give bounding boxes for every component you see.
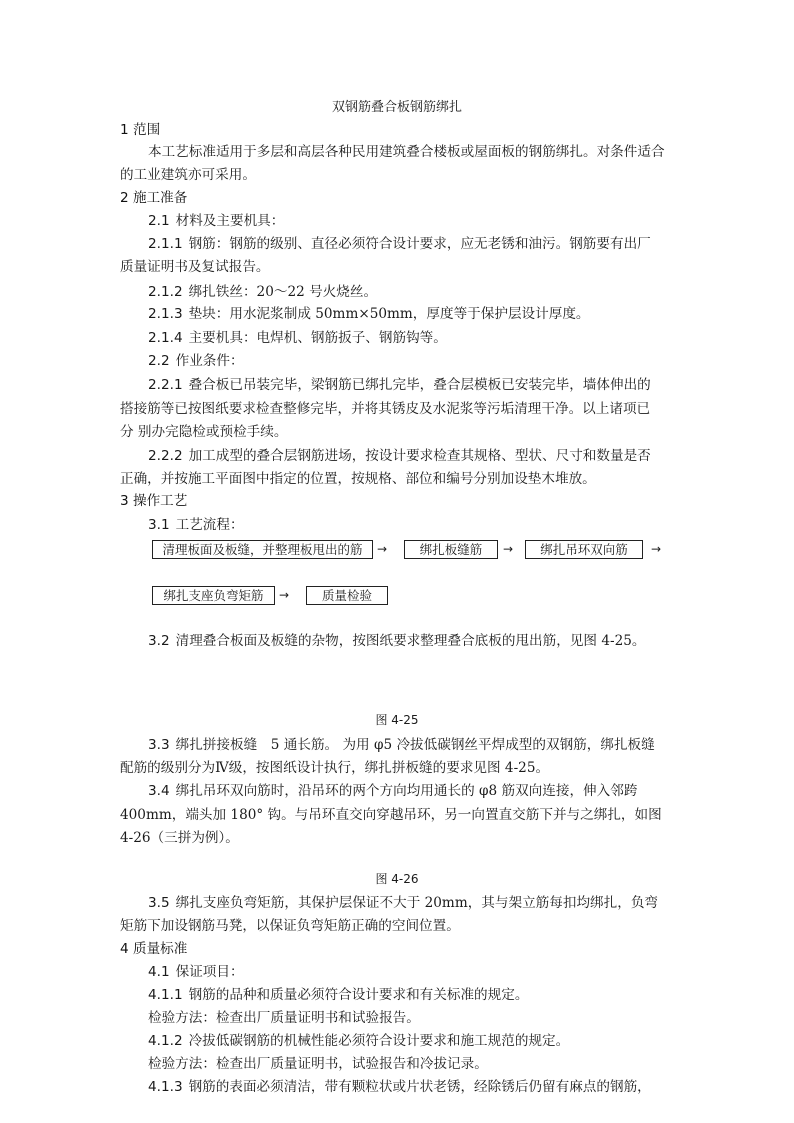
clause-text: 加工成型的叠合层钢筋进场，按设计要求检查其规格、型状、尺寸和数量是否 xyxy=(188,448,651,464)
clause-3-2 xyxy=(148,630,680,652)
section-2-heading: 2 施工准备 xyxy=(120,190,188,206)
clause-3-5 xyxy=(148,892,680,914)
clause-number: 3.3 xyxy=(148,737,170,753)
clause-2-1 xyxy=(148,210,680,232)
clause-text: 绑扎支座负弯矩筋，其保护层保证不大于 20mm，其与架立筋每扣均绑扎，负弯 xyxy=(175,895,659,911)
clause-number: 2.1.4 xyxy=(148,330,183,346)
clause-text: 钢筋的表面必须清洁，带有颗粒状或片状老锈，经除锈后仍留有麻点的钢筋， xyxy=(188,1079,651,1095)
clause-number: 3.1 xyxy=(148,517,170,533)
clause-number: 3.5 xyxy=(148,895,170,911)
clause-number: 4.1.3 xyxy=(148,1079,183,1095)
arrow-right-icon: → xyxy=(279,588,290,602)
clause-number: 2.2 xyxy=(148,353,170,369)
clause-number: 2.1.1 xyxy=(148,236,183,252)
clause-3-4 xyxy=(148,780,680,802)
paragraph-text: 配筋的级别分为Ⅳ级，按图纸设计执行，绑扎拼板缝的要求见图 4-25。 xyxy=(120,760,550,776)
clause-text: 叠合板已吊装完毕，梁钢筋已绑扎完毕，叠合层模板已安装完毕，墙体伸出的 xyxy=(188,377,651,393)
clause-2-2 xyxy=(148,350,680,372)
clause-4-1-2 xyxy=(148,1030,680,1052)
clause-text: 绑扎吊环双向筋时，沿吊环的两个方向均用通长的 φ8 筋双向连接，伸入邻跨 xyxy=(175,783,638,799)
paragraph-text: 正确，并按施工平面图中指定的位置，按规格、部位和编号分别加设垫木堆放。 xyxy=(120,471,596,487)
arrow-right-icon: → xyxy=(377,542,388,556)
clause-text: 冷拔低碳钢筋的机械性能必须符合设计要求和施工规范的规定。 xyxy=(188,1033,570,1049)
paragraph-text: 400mm，端头加 180° 钩。与吊环直交向穿越吊环，另一向置直交筋下并与之绑扎，如图 xyxy=(120,807,662,823)
clause-4-1-3 xyxy=(148,1076,680,1098)
clause-2-1-1 xyxy=(148,233,680,255)
clause-number: 4.1.1 xyxy=(148,987,183,1003)
clause-4-1 xyxy=(148,961,680,983)
paragraph-text: 分 别办完隐检或预检手续。 xyxy=(120,424,288,440)
clause-text: 钢筋：钢筋的级别、直径必须符合设计要求，应无老锈和油污。钢筋要有出厂 xyxy=(188,236,651,252)
clause-number: 3.2 xyxy=(148,633,170,649)
figure-caption-4-25: 图 4-25 xyxy=(375,713,419,727)
clause-number: 2.1.2 xyxy=(148,284,183,300)
clause-text: 绑扎拼接板缝 5 通长筋。 为用 φ5 冷拔低碳钢丝平焊成型的双钢筋，绑扎板缝 xyxy=(175,737,655,753)
section-4-heading: 4 质量标准 xyxy=(120,941,188,957)
clause-number: 4.1 xyxy=(148,964,170,980)
clause-text: 主要机具：电焊机、钢筋扳子、钢筋钩等。 xyxy=(188,330,447,346)
document-title: 双钢筋叠合板钢筋绑扎 xyxy=(331,100,462,115)
paragraph-text: 矩筋下加设钢筋马凳，以保证负弯矩筋正确的空间位置。 xyxy=(120,918,460,934)
clause-text: 保证项目： xyxy=(175,964,244,980)
flow-step-tie-joint-bars: 绑扎板缝筋 xyxy=(404,540,498,559)
clause-3-1 xyxy=(148,514,680,536)
paragraph-text: 质量证明书及复试报告。 xyxy=(120,259,270,275)
clause-3-3 xyxy=(148,734,680,756)
arrow-right-icon: → xyxy=(651,542,662,556)
clause-text: 垫块：用水泥浆制成 50mm×50mm，厚度等于保护层设计厚度。 xyxy=(188,306,590,322)
clause-2-2-2 xyxy=(148,445,680,467)
flow-step-tie-lifting-ring-bars: 绑扎吊环双向筋 xyxy=(525,540,643,559)
inspection-method-2: 检验方法：检查出厂质量证明书，试验报告和冷拔记录。 xyxy=(148,1056,488,1072)
paragraph-text: 搭接筋等已按图纸要求检查整修完毕，并将其锈皮及水泥浆等污垢清理干净。以上诸项已 xyxy=(120,401,651,417)
paragraph-text: 的工业建筑亦可采用。 xyxy=(120,167,256,183)
clause-4-1-1 xyxy=(148,984,680,1006)
clause-text: 作业条件： xyxy=(175,353,244,369)
flow-step-quality-inspection: 质量检验 xyxy=(306,586,388,605)
inspection-method-1: 检验方法：检查出厂质量证明书和试验报告。 xyxy=(148,1010,420,1026)
clause-number: 2.1 xyxy=(148,213,170,229)
paragraph-text: 本工艺标准适用于多层和高层各种民用建筑叠合楼板或屋面板的钢筋绑扎。对条件适合 xyxy=(148,144,665,160)
clause-number: 4.1.2 xyxy=(148,1033,183,1049)
clause-number: 2.2.1 xyxy=(148,377,183,393)
clause-2-1-2 xyxy=(148,281,680,303)
clause-text: 工艺流程： xyxy=(175,517,244,533)
paragraph-text: 4-26（三拼为例）。 xyxy=(120,830,239,846)
clause-2-1-4 xyxy=(148,327,680,349)
figure-caption-4-26: 图 4-26 xyxy=(375,872,419,886)
arrow-right-icon: → xyxy=(503,542,514,556)
section-3-heading: 3 操作工艺 xyxy=(120,493,188,509)
clause-text: 清理叠合板面及板缝的杂物，按图纸要求整理叠合底板的甩出筋，见图 4-25。 xyxy=(175,633,646,649)
clause-2-1-3 xyxy=(148,303,680,325)
clause-number: 3.4 xyxy=(148,783,170,799)
flow-step-clean-board: 清理板面及板缝，并整理板甩出的筋 xyxy=(152,540,373,559)
flow-step-tie-negative-moment-bars: 绑扎支座负弯矩筋 xyxy=(152,586,275,605)
clause-number: 2.1.3 xyxy=(148,306,183,322)
clause-text: 绑扎铁丝：20～22 号火烧丝。 xyxy=(188,284,378,300)
section-1-heading: 1 范围 xyxy=(120,122,161,138)
clause-number: 2.2.2 xyxy=(148,448,183,464)
clause-text: 钢筋的品种和质量必须符合设计要求和有关标准的规定。 xyxy=(188,987,529,1003)
clause-2-2-1 xyxy=(148,374,680,396)
clause-text: 材料及主要机具： xyxy=(175,213,285,229)
